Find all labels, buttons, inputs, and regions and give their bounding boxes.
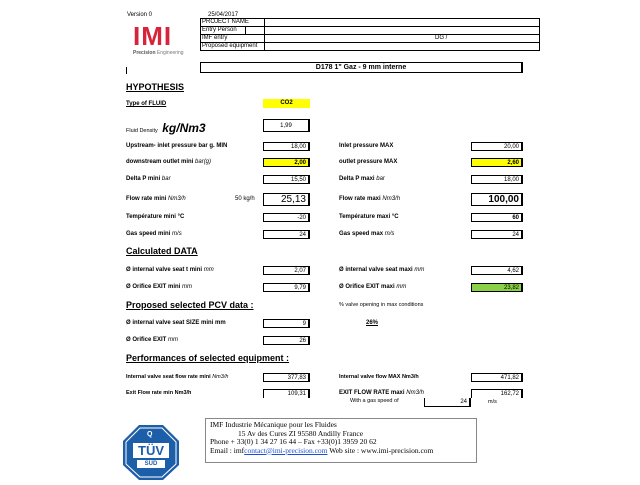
- gas-speed-min-value[interactable]: 24: [263, 230, 310, 239]
- valve-opening-value: 26%: [366, 320, 379, 326]
- tuv-text: TÜV: [138, 443, 164, 458]
- flow-rate-max-label: Flow rate maxi Nm3/h: [339, 196, 401, 202]
- exit-flow-min-label: Exit Flow rate min Nm3/h: [126, 390, 192, 396]
- flow-rate-min-value[interactable]: 25,13: [263, 193, 310, 206]
- temperature-max-value[interactable]: 60: [471, 213, 523, 222]
- delta-p-min-label: Delta P mini bar: [126, 176, 171, 182]
- sud-text: SÜD: [144, 461, 158, 467]
- project-name-label: PROJECT NAME: [201, 19, 265, 27]
- valve-flow-max-label: Internal valve flow MAX Nm3/h: [339, 374, 419, 380]
- orifice-exit-value[interactable]: 26: [263, 336, 310, 345]
- orifice-mini-value[interactable]: 9,79: [263, 283, 310, 292]
- tuv-sud-logo: [122, 424, 180, 480]
- delta-p-min-value[interactable]: 15,50: [263, 175, 310, 184]
- delta-p-max-value[interactable]: 18,00: [471, 175, 523, 184]
- outlet-pressure-max-value[interactable]: 2,60: [471, 158, 523, 167]
- seat-flow-min-value[interactable]: 377,83: [263, 373, 310, 382]
- orifice-mini-label: Ø Orifice EXIT mini mm: [126, 284, 193, 290]
- exit-flow-max-value[interactable]: 162,72: [471, 389, 523, 398]
- orifice-maxi-label: Ø Orifice EXIT maxi mm: [339, 284, 407, 290]
- company-email-row: Email : imfcontact@imi-precision.com Web site : www.imi-precision.com: [210, 445, 434, 455]
- flow-rate-max-value[interactable]: 100,00: [471, 193, 523, 206]
- seat-maxi-label: Ø internal valve seat maxi mm: [339, 267, 425, 273]
- imi-logo-subtitle: Precision Engineering: [133, 50, 184, 56]
- proposed-equipment-field[interactable]: [265, 43, 540, 51]
- calculated-title: Calculated DATA: [126, 246, 198, 256]
- seat-mini-label: Ø internal valve seat t mini mm: [126, 267, 214, 273]
- valve-opening-label: % valve opening in max conditions: [339, 302, 424, 308]
- gas-speed-of-label: With a gas speed of: [350, 398, 399, 404]
- outlet-pressure-max-label: outlet pressure MAX: [339, 159, 398, 165]
- date-label: 25/04/2017: [208, 12, 239, 18]
- email-link[interactable]: contact@imi-precision.com: [244, 445, 328, 455]
- flow-rate-kgh: 50 kg/h: [235, 196, 255, 202]
- seat-size-label: Ø internal valve seat SIZE mini mm: [126, 320, 226, 326]
- proposed-equipment-label: Proposed equipment: [201, 43, 265, 51]
- tuv-q-mark: Q: [147, 431, 153, 438]
- orifice-maxi-value[interactable]: 23,82: [471, 283, 523, 292]
- imf-entry-label: IMF entry: [201, 35, 265, 43]
- gas-speed-unit: m/s: [488, 399, 497, 405]
- temperature-min-value[interactable]: -20: [263, 213, 310, 222]
- imi-logo: IMI: [133, 21, 173, 51]
- entry-person-label: Entry Person: [201, 27, 246, 35]
- company-name: IMF Industrie Mécanique pour les Fluides: [210, 420, 337, 429]
- inlet-pressure-min-label: Upstream- inlet pressure bar g. MIN: [126, 143, 228, 149]
- density-unit: kg/Nm3: [162, 121, 206, 135]
- website-text: Web site : www.imi-precision.com: [327, 445, 434, 455]
- project-name-field[interactable]: [265, 19, 540, 27]
- gas-speed-min-label: Gas speed mini m/s: [126, 231, 182, 237]
- gas-speed-value[interactable]: 24: [424, 398, 471, 407]
- seat-mini-value[interactable]: 2,07: [263, 266, 310, 275]
- entry-person-field[interactable]: [265, 27, 540, 35]
- divider: [126, 67, 127, 74]
- inlet-pressure-max-label: Inlet pressure MAX: [339, 143, 394, 149]
- valve-flow-max-value[interactable]: 471,82: [471, 373, 523, 382]
- version-label: Version 0: [127, 12, 153, 18]
- company-phone: Phone + 33(0) 1 34 27 16 44 – Fax +33(0)1 3959 20 62: [210, 437, 377, 446]
- company-contact-box: [205, 418, 477, 463]
- fluid-type-value[interactable]: CO2: [263, 99, 310, 108]
- inlet-pressure-min-value[interactable]: 18,00: [263, 142, 310, 151]
- gas-speed-max-value[interactable]: 24: [471, 230, 523, 239]
- temperature-max-label: Température maxi °C: [339, 214, 399, 220]
- exit-flow-max-label: EXIT FLOW RATE maxi Nm3/h: [339, 390, 424, 396]
- delta-p-max-label: Delta P maxi bar: [339, 176, 385, 182]
- fluid-type-label: Type of FLUID: [126, 101, 167, 107]
- outlet-pressure-min-value[interactable]: 2,00: [263, 158, 310, 167]
- exit-flow-min-value[interactable]: 109,31: [263, 389, 310, 398]
- temperature-min-label: Température mini °C: [126, 214, 185, 220]
- outlet-pressure-min-label: downstream outlet mini bar(g): [126, 159, 212, 165]
- fluid-density-value[interactable]: 1,99: [263, 119, 310, 132]
- seat-flow-min-label: Internal valve seat flow rate mini Nm3/h: [126, 374, 229, 380]
- proposed-title: Proposed selected PCV data :: [126, 300, 254, 310]
- flow-rate-min-label: Flow rate mini Nm3/h: [126, 196, 186, 202]
- performances-title: Performances of selected equipment :: [126, 353, 290, 363]
- seat-maxi-value[interactable]: 4,62: [471, 266, 523, 275]
- imf-entry-value[interactable]: DG /: [265, 35, 540, 43]
- seat-size-value[interactable]: 9: [263, 319, 310, 328]
- orifice-exit-label: Ø Orifice EXIT mm: [126, 337, 179, 343]
- company-address: 15 Av des Cures ZI 95580 Andilly France: [238, 428, 364, 438]
- inlet-pressure-max-value[interactable]: 20,00: [471, 142, 523, 151]
- project-info-table: [200, 18, 540, 51]
- gas-speed-max-label: Gas speed max m/s: [339, 231, 395, 237]
- hypothesis-title: HYPOTHESIS: [126, 82, 185, 92]
- equipment-subtitle: D178 1" Gaz - 9 mm interne: [200, 62, 523, 73]
- fluid-density-row: Fluid Density kg/Nm3: [126, 121, 206, 135]
